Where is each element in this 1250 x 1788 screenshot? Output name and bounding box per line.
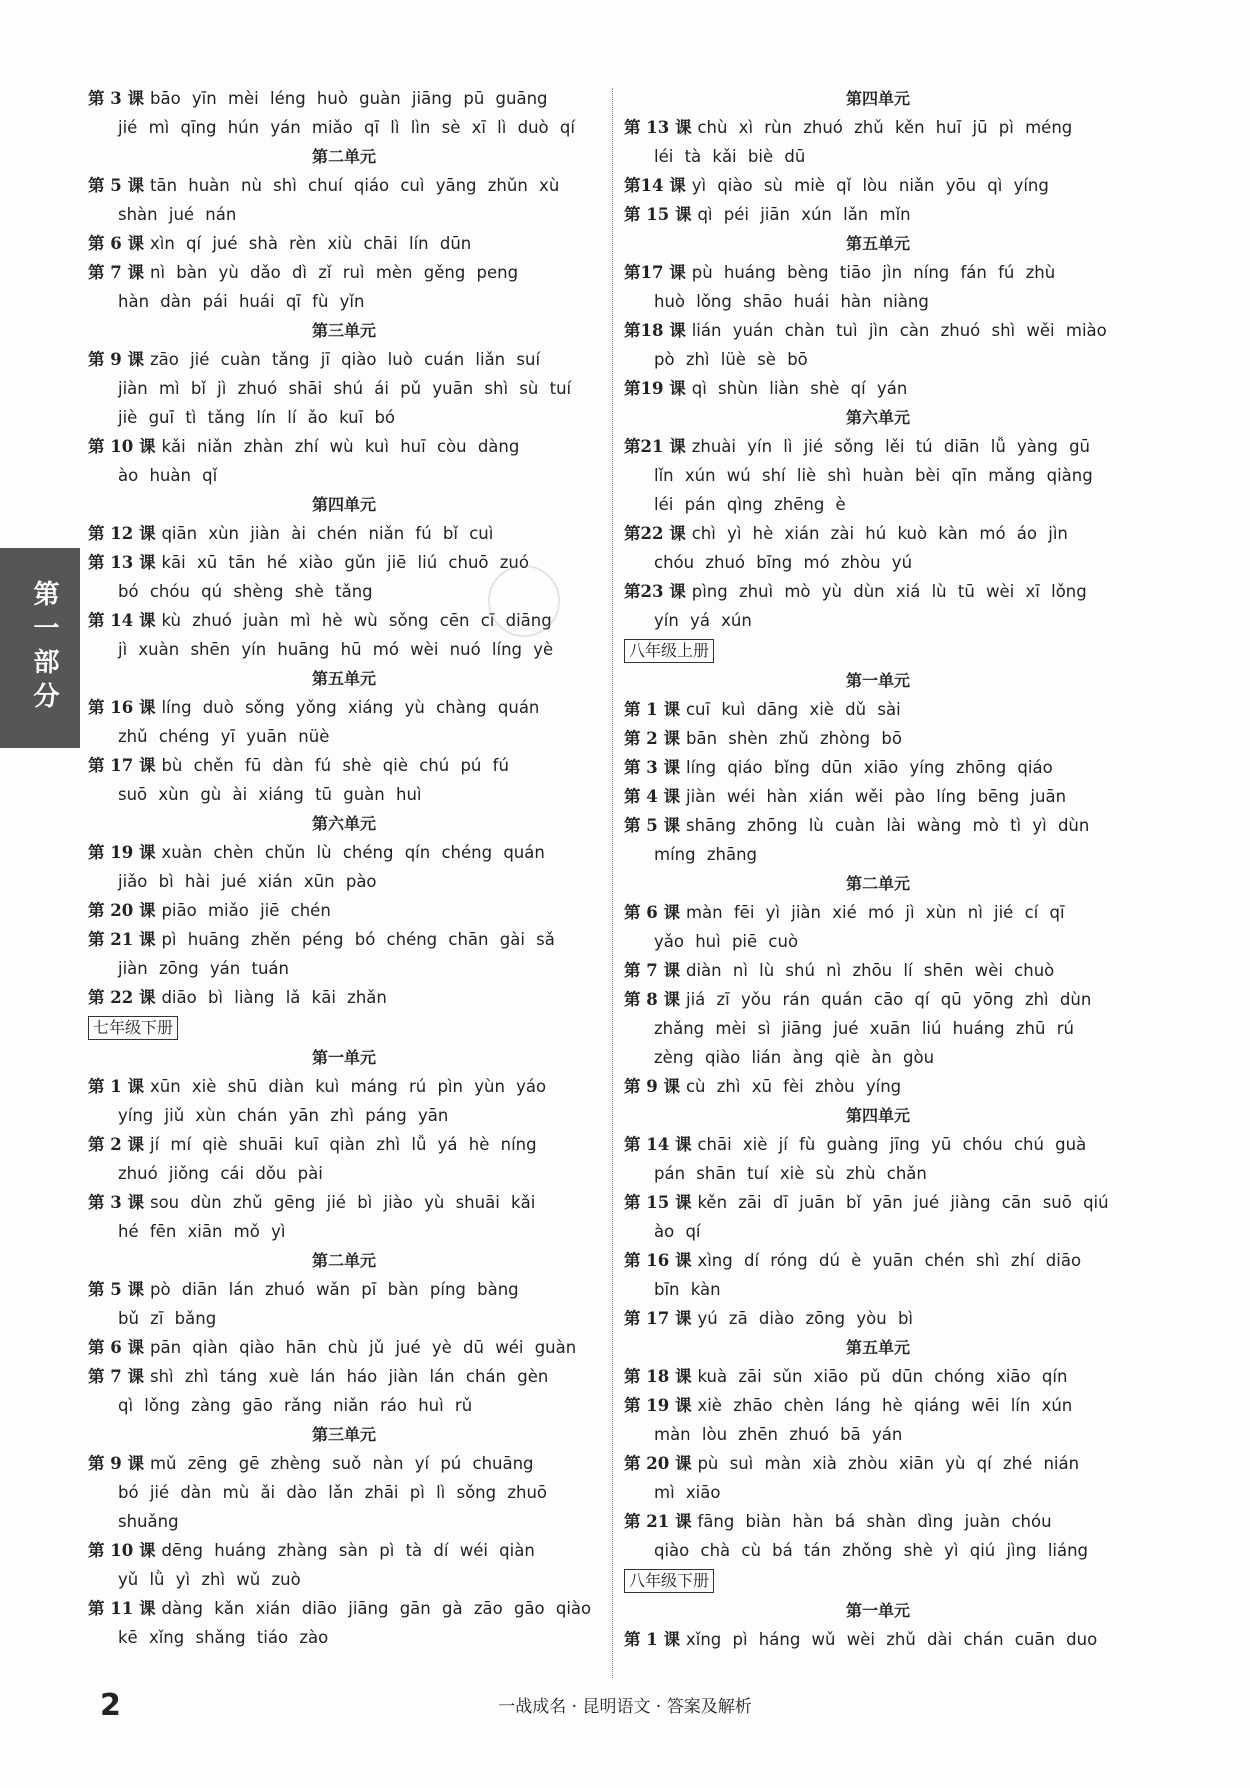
lesson-label: 第 16 课 xyxy=(624,1251,692,1270)
lesson-label: 第17 课 xyxy=(624,263,686,282)
lesson-entry xyxy=(624,1362,1132,1391)
lesson-entry xyxy=(88,519,600,548)
lesson-label: 第 7 课 xyxy=(88,1367,144,1386)
lesson-label: 第 3 课 xyxy=(624,758,680,777)
lesson-label: 第 12 课 xyxy=(88,524,156,543)
lesson-entry xyxy=(88,896,600,925)
lesson-entry xyxy=(88,751,600,809)
pinyin-line: jié mì qīng hún yán miǎo qī lì lìn sè xī lì duò qí xyxy=(118,118,575,137)
pinyin-line: chóu zhuó bīng mó zhòu yú xyxy=(654,553,913,572)
lesson-label: 第22 课 xyxy=(624,524,686,543)
pinyin-line: kuà zāi sǔn xiāo pǔ dūn chóng xiāo qín xyxy=(697,1367,1068,1386)
pinyin-line: yǎo huì piē cuò xyxy=(654,932,799,951)
lesson-label: 第 1 课 xyxy=(624,1630,680,1649)
pinyin-line: ào qí xyxy=(654,1222,701,1241)
pinyin-line: bǔ zī bǎng xyxy=(118,1309,217,1328)
lesson-label: 第 9 课 xyxy=(88,350,144,369)
lesson-label: 第 6 课 xyxy=(88,1338,144,1357)
lesson-entry xyxy=(88,1072,600,1130)
pinyin-line: yì qiào sù miè qǐ lòu niǎn yōu qì yíng xyxy=(691,176,1049,195)
lesson-label: 第 20 课 xyxy=(88,901,156,920)
pinyin-line: pù huáng bèng tiāo jìn níng fán fú zhù xyxy=(691,263,1056,282)
pinyin-line: hé fēn xiān mǒ yì xyxy=(118,1222,286,1241)
lesson-label: 第 19 课 xyxy=(88,843,156,862)
lesson-label: 第 2 课 xyxy=(624,729,680,748)
lesson-entry xyxy=(624,1246,1132,1304)
unit-heading: 第二单元 xyxy=(845,874,910,893)
lesson-entry xyxy=(624,1304,1132,1333)
lesson-entry xyxy=(624,1130,1132,1188)
pinyin-line: pò diān lán zhuó wǎn pī bàn píng bàng xyxy=(149,1280,519,1299)
pinyin-line: shuǎng xyxy=(118,1512,179,1531)
lesson-label: 第 6 课 xyxy=(88,234,144,253)
pinyin-line: mǔ zēng gē zhèng suǒ nàn yí pú chuāng xyxy=(149,1454,534,1473)
footer-title: 一战成名 · 昆明语文 · 答案及解析 xyxy=(498,1697,752,1717)
pinyin-line: kù zhuó juàn mì hè wù sǒng cēn cī diāng xyxy=(161,611,552,630)
section-side-tab: 第一部分 xyxy=(0,548,80,748)
lesson-label: 第 10 课 xyxy=(88,1541,156,1560)
lesson-label: 第 10 课 xyxy=(88,437,156,456)
pinyin-line: yǔ lǜ yì zhì wǔ zuò xyxy=(118,1570,301,1589)
lesson-label: 第 13 课 xyxy=(88,553,156,572)
pinyin-line: cuī kuì dāng xiè dǔ sài xyxy=(685,700,901,719)
pinyin-line: lián yuán chàn tuì jìn càn zhuó shì wěi miào xyxy=(691,321,1107,340)
lesson-entry xyxy=(624,1072,1132,1101)
column-divider xyxy=(612,88,613,1678)
pinyin-line: kěn zāi dī juān bǐ yān jué jiàng cān suō qiú xyxy=(697,1193,1109,1212)
watermark-badge xyxy=(488,565,560,637)
lesson-entry xyxy=(88,838,600,896)
pinyin-line: bù chěn fū dàn fú shè qiè chú pú fú xyxy=(161,756,509,775)
unit-heading: 第五单元 xyxy=(845,1338,910,1357)
pinyin-line: kē xǐng shǎng tiáo zào xyxy=(118,1628,329,1647)
unit-heading: 第六单元 xyxy=(311,814,376,833)
page-number: 2 xyxy=(100,1688,121,1723)
lesson-label: 第 1 课 xyxy=(624,700,680,719)
lesson-label: 第 5 课 xyxy=(88,1280,144,1299)
lesson-entry xyxy=(88,1333,600,1362)
pinyin-line: dàng kǎn xián diāo jiāng gān gà zāo gāo qiào xyxy=(161,1599,592,1618)
pinyin-line: qì lǒng zàng gāo rǎng niǎn ráo huì rǔ xyxy=(118,1396,473,1415)
pinyin-line: lǐn xún wú shí liè shì huàn bèi qīn mǎng qiàng xyxy=(654,466,1093,485)
unit-heading: 第二单元 xyxy=(311,1251,376,1270)
pinyin-line: chāi xiè jí fù guàng jīng yū chóu chú guà xyxy=(697,1135,1087,1154)
pinyin-line: jiàn wéi hàn xián wěi pào líng bēng juān xyxy=(685,787,1067,806)
lesson-entry xyxy=(624,577,1132,635)
pinyin-line: shàn jué nán xyxy=(118,205,237,224)
lesson-entry xyxy=(88,258,600,316)
pinyin-line: qì shùn liàn shè qí yán xyxy=(691,379,908,398)
grade-heading: 八年级上册 xyxy=(624,639,714,663)
lesson-label: 第23 课 xyxy=(624,582,686,601)
lesson-label: 第 6 课 xyxy=(624,903,680,922)
lesson-label: 第14 课 xyxy=(624,176,686,195)
pinyin-line: màn lòu zhēn zhuó bā yán xyxy=(654,1425,903,1444)
pinyin-line: yíng jiǔ xùn chán yān zhì páng yān xyxy=(118,1106,449,1125)
lesson-label: 第 15 课 xyxy=(624,205,692,224)
lesson-entry xyxy=(88,983,600,1012)
lesson-entry xyxy=(88,925,600,983)
pinyin-line: bāo yīn mèi léng huò guàn jiāng pū guāng xyxy=(149,89,548,108)
unit-heading: 第六单元 xyxy=(845,408,910,427)
lesson-label: 第 17 课 xyxy=(88,756,156,775)
grade-heading: 七年级下册 xyxy=(88,1016,178,1040)
pinyin-line: ào huàn qǐ xyxy=(118,466,218,485)
pinyin-line: bīn kàn xyxy=(654,1280,721,1299)
pinyin-line: kāi xū tān hé xiào gǔn jiē liú chuō zuó xyxy=(161,553,529,572)
lesson-entry xyxy=(624,811,1132,869)
lesson-label: 第 20 课 xyxy=(624,1454,692,1473)
pinyin-line: shāng zhōng lù cuàn lài wàng mò tì yì dùn xyxy=(685,816,1090,835)
unit-heading: 第一单元 xyxy=(845,1601,910,1620)
lesson-entry xyxy=(88,432,600,490)
unit-heading: 第一单元 xyxy=(845,671,910,690)
pinyin-line: bó jié dàn mù ǎi dào lǎn zhāi pì lì sǒng zhuō xyxy=(118,1483,548,1502)
lesson-entry xyxy=(88,84,600,142)
lesson-label: 第 7 课 xyxy=(624,961,680,980)
pinyin-line: sou dùn zhǔ gēng jié bì jiào yù shuāi kǎi xyxy=(149,1193,536,1212)
pinyin-line: zhǔ chéng yī yuān nüè xyxy=(118,727,330,746)
lesson-entry xyxy=(88,1188,600,1246)
pinyin-line: líng duò sǒng yǒng xiáng yù chàng quán xyxy=(161,698,540,717)
pinyin-line: chì yì hè xián zài hú kuò kàn mó áo jìn xyxy=(691,524,1068,543)
lesson-entry xyxy=(624,898,1132,956)
pinyin-line: pān qiàn qiào hān chù jǔ jué yè dū wéi guàn xyxy=(149,1338,577,1357)
lesson-label: 第 1 课 xyxy=(88,1077,144,1096)
lesson-label: 第 2 课 xyxy=(88,1135,144,1154)
pinyin-line: xūn xiè shū diàn kuì máng rú pìn yùn yáo xyxy=(149,1077,547,1096)
unit-heading: 第三单元 xyxy=(311,321,376,340)
lesson-entry xyxy=(88,1449,600,1536)
lesson-entry xyxy=(624,695,1132,724)
lesson-label: 第21 课 xyxy=(624,437,686,456)
lesson-label: 第 22 课 xyxy=(88,988,156,1007)
pinyin-line: jiàn mì bǐ jì zhuó shāi shú ái pǔ yuān shì sù tuí xyxy=(118,379,572,398)
pinyin-line: xìng dí róng dú è yuān chén shì zhí diāo xyxy=(697,1251,1082,1270)
lesson-label: 第 21 课 xyxy=(88,930,156,949)
lesson-label: 第 3 课 xyxy=(88,89,144,108)
pinyin-line: yú zā diào zōng yòu bì xyxy=(697,1309,913,1328)
pinyin-line: huò lǒng shāo huái hàn niàng xyxy=(654,292,929,311)
lesson-entry xyxy=(88,1594,600,1652)
lesson-entry xyxy=(624,316,1132,374)
lesson-entry xyxy=(88,1275,600,1333)
pinyin-line: zhuó jiǒng cái dǒu pài xyxy=(118,1164,323,1183)
left-column xyxy=(88,84,600,1652)
lesson-entry xyxy=(624,1449,1132,1507)
pinyin-line: pò zhì lüè sè bō xyxy=(654,350,808,369)
lesson-label: 第 16 课 xyxy=(88,698,156,717)
lesson-entry xyxy=(624,374,1132,403)
lesson-entry xyxy=(624,200,1132,229)
pinyin-line: dēng huáng zhàng sàn pì tà dí wéi qiàn xyxy=(161,1541,535,1560)
pinyin-line: jiá zī yǒu rán quán cāo qí qū yōng zhì dùn xyxy=(685,990,1092,1009)
lesson-label: 第 9 课 xyxy=(88,1454,144,1473)
lesson-entry xyxy=(624,1625,1132,1654)
pinyin-line: diàn nì lù shú nì zhōu lí shēn wèi chuò xyxy=(685,961,1055,980)
lesson-label: 第 5 课 xyxy=(88,176,144,195)
lesson-entry xyxy=(88,1362,600,1420)
lesson-entry xyxy=(624,782,1132,811)
lesson-label: 第 14 课 xyxy=(88,611,156,630)
pinyin-line: xìn qí jué shà rèn xiù chāi lín dūn xyxy=(149,234,472,253)
lesson-label: 第 19 课 xyxy=(624,1396,692,1415)
lesson-label: 第 3 课 xyxy=(88,1193,144,1212)
pinyin-line: fāng biàn hàn bá shàn dìng juàn chóu xyxy=(697,1512,1052,1531)
unit-heading: 第五单元 xyxy=(845,234,910,253)
pinyin-line: nì bàn yù dǎo dì zǐ ruì mèn gěng peng xyxy=(149,263,519,282)
pinyin-line: pìng zhuì mò yù dùn xiá lù tū wèi xī lǒng xyxy=(691,582,1087,601)
pinyin-line: líng qiáo bǐng dūn xiāo yíng zhōng qiáo xyxy=(685,758,1053,777)
lesson-label: 第 15 课 xyxy=(624,1193,692,1212)
pinyin-line: léi pán qìng zhēng è xyxy=(654,495,846,514)
pinyin-line: zāo jié cuàn tǎng jī qiào luò cuán liǎn suí xyxy=(149,350,541,369)
lesson-label: 第 21 课 xyxy=(624,1512,692,1531)
lesson-entry xyxy=(624,724,1132,753)
lesson-entry xyxy=(624,753,1132,782)
unit-heading: 第一单元 xyxy=(311,1048,376,1067)
lesson-entry xyxy=(88,345,600,432)
pinyin-line: xuàn chèn chǔn lù chéng qín chéng quán xyxy=(161,843,545,862)
lesson-label: 第 9 课 xyxy=(624,1077,680,1096)
pinyin-line: màn fēi yì jiàn xié mó jì xùn nì jié cí qī xyxy=(685,903,1065,922)
pinyin-line: pán shān tuí xiè sù zhù chǎn xyxy=(654,1164,927,1183)
lesson-entry xyxy=(624,519,1132,577)
lesson-entry xyxy=(624,1391,1132,1449)
lesson-label: 第18 课 xyxy=(624,321,686,340)
pinyin-line: pì huāng zhěn péng bó chéng chān gài sǎ xyxy=(161,930,555,949)
lesson-entry xyxy=(624,956,1132,985)
lesson-entry xyxy=(88,693,600,751)
lesson-label: 第 17 课 xyxy=(624,1309,692,1328)
lesson-label: 第19 课 xyxy=(624,379,686,398)
lesson-label: 第 11 课 xyxy=(88,1599,156,1618)
pinyin-line: qì péi jiān xún lǎn mǐn xyxy=(697,205,911,224)
pinyin-line: kǎi niǎn zhàn zhí wù kuì huī còu dàng xyxy=(161,437,520,456)
pinyin-line: suō xùn gù ài xiáng tū guàn huì xyxy=(118,785,422,804)
pinyin-line: qiān xùn jiàn ài chén niǎn fú bǐ cuì xyxy=(161,524,494,543)
pinyin-line: xǐng pì háng wǔ wèi zhǔ dài chán cuān duo xyxy=(685,1630,1098,1649)
grade-heading: 八年级下册 xyxy=(624,1569,714,1593)
lesson-entry xyxy=(624,258,1132,316)
lesson-label: 第 8 课 xyxy=(624,990,680,1009)
pinyin-line: léi tà kǎi biè dū xyxy=(654,147,806,166)
pinyin-line: jì xuàn shēn yín huāng hū mó wèi nuó líng yè xyxy=(118,640,554,659)
pinyin-line: zhuài yín lì jié sǒng lěi tú diān lǚ yàng gū xyxy=(691,437,1091,456)
lesson-label: 第 7 课 xyxy=(88,263,144,282)
pinyin-line: zhǎng mèi sì jiāng jué xuān liú huáng zhū rú xyxy=(654,1019,1074,1038)
unit-heading: 第三单元 xyxy=(311,1425,376,1444)
pinyin-line: xiè zhāo chèn láng hè qiáng wēi lín xún xyxy=(697,1396,1073,1415)
pinyin-line: míng zhāng xyxy=(654,845,757,864)
pinyin-line: cù zhì xū fèi zhòu yíng xyxy=(685,1077,902,1096)
lesson-label: 第 18 课 xyxy=(624,1367,692,1386)
pinyin-line: jiǎo bì hài jué xián xūn pào xyxy=(118,872,377,891)
lesson-label: 第 5 课 xyxy=(624,816,680,835)
pinyin-line: shì zhì táng xuè lán háo jiàn lán chán gèn xyxy=(149,1367,549,1386)
lesson-entry xyxy=(624,1188,1132,1246)
lesson-entry xyxy=(88,229,600,258)
unit-heading: 第四单元 xyxy=(845,89,910,108)
pinyin-line: qiào chà cù bá tán zhǒng shè yì qiú jìng liáng xyxy=(654,1541,1089,1560)
lesson-entry xyxy=(624,1507,1132,1565)
pinyin-line: diāo bì liàng lǎ kāi zhǎn xyxy=(161,988,387,1007)
lesson-label: 第 4 课 xyxy=(624,787,680,806)
unit-heading: 第四单元 xyxy=(311,495,376,514)
pinyin-line: piāo miǎo jiē chén xyxy=(161,901,331,920)
pinyin-line: hàn dàn pái huái qī fù yǐn xyxy=(118,292,365,311)
pinyin-line: bān shèn zhǔ zhòng bō xyxy=(685,729,902,748)
lesson-entry xyxy=(624,432,1132,519)
lesson-entry xyxy=(88,1130,600,1188)
unit-heading: 第五单元 xyxy=(311,669,376,688)
unit-heading: 第四单元 xyxy=(845,1106,910,1125)
pinyin-line: jiè guī tì tǎng lín lí ǎo kuī bó xyxy=(118,408,396,427)
lesson-label: 第 13 课 xyxy=(624,118,692,137)
pinyin-line: pù suì màn xià zhòu xiān yù qí zhé nián xyxy=(697,1454,1080,1473)
pinyin-line: jiàn zōng yán tuán xyxy=(118,959,289,978)
pinyin-line: tān huàn nù shì chuí qiáo cuì yāng zhǔn xù xyxy=(149,176,560,195)
lesson-entry xyxy=(88,1536,600,1594)
pinyin-line: zèng qiào lián àng qiè àn gòu xyxy=(654,1048,935,1067)
pinyin-line: bó chóu qú shèng shè tǎng xyxy=(118,582,373,601)
lesson-entry xyxy=(624,171,1132,200)
lesson-label: 第 14 课 xyxy=(624,1135,692,1154)
pinyin-line: yín yá xún xyxy=(654,611,752,630)
lesson-entry xyxy=(624,113,1132,171)
pinyin-line: chù xì rùn zhuó zhǔ kěn huī jū pì méng xyxy=(697,118,1073,137)
lesson-entry xyxy=(624,985,1132,1072)
pinyin-line: mì xiāo xyxy=(654,1483,721,1502)
right-column xyxy=(624,84,1132,1654)
unit-heading: 第二单元 xyxy=(311,147,376,166)
lesson-entry xyxy=(88,171,600,229)
pinyin-line: jí mí qiè shuāi kuī qiàn zhì lǚ yá hè níng xyxy=(149,1135,537,1154)
